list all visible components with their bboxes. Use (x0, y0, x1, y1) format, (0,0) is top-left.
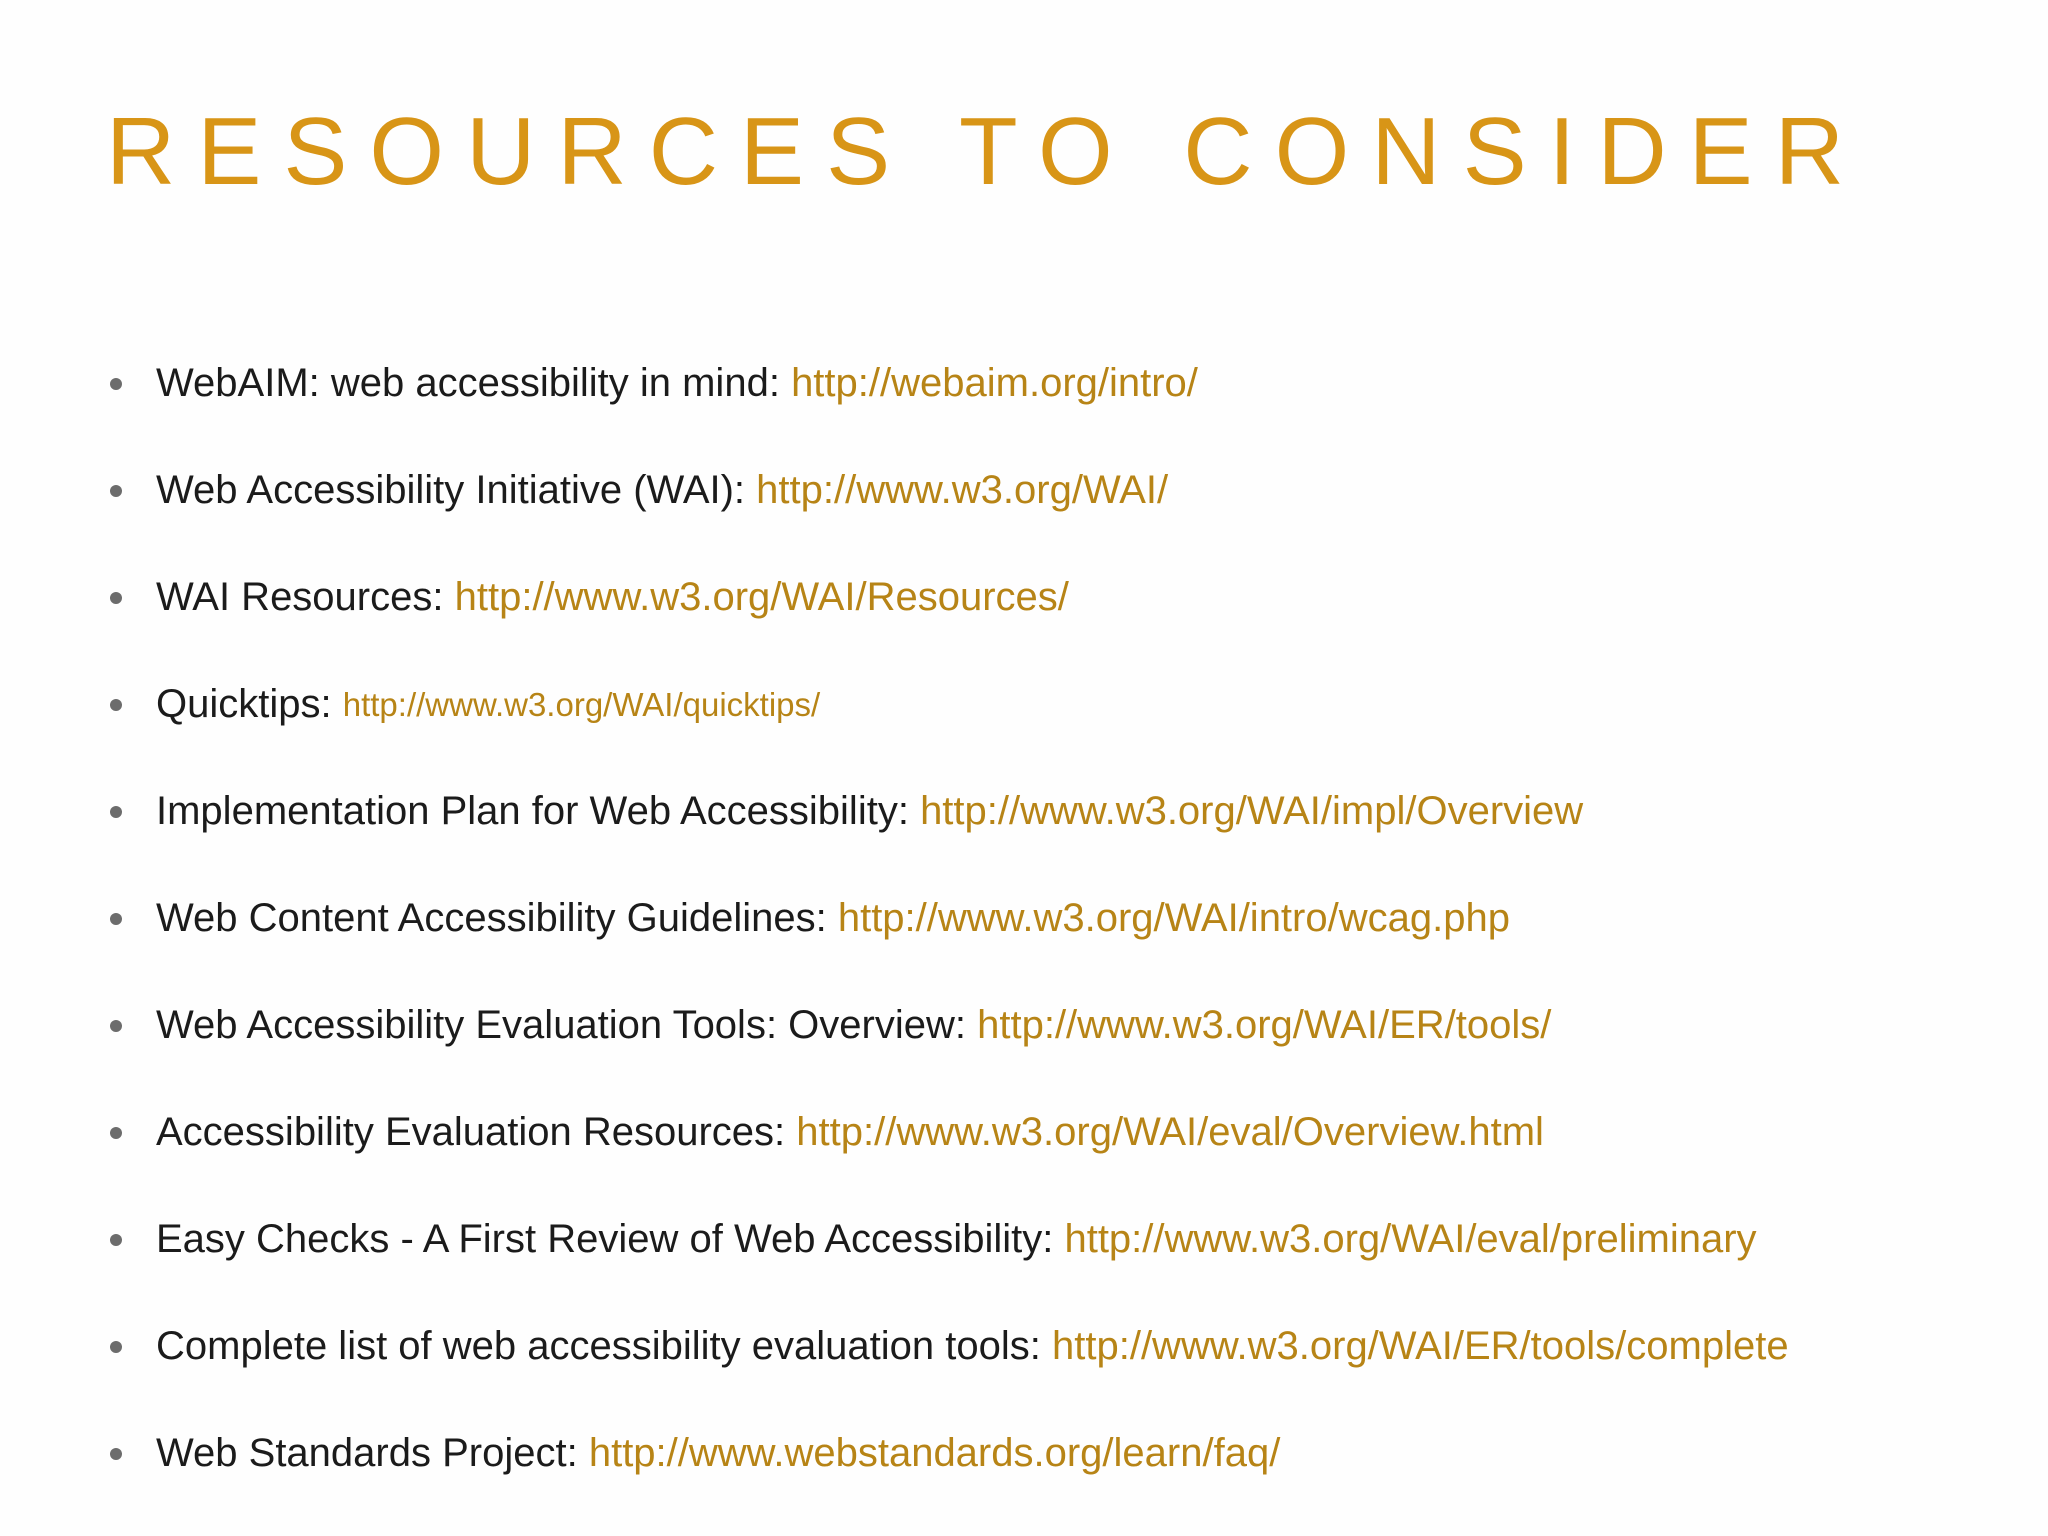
resource-link[interactable]: http://www.w3.org/WAI/impl/Overview (920, 789, 1584, 833)
list-item (106, 544, 1789, 651)
bullet-icon (110, 1234, 122, 1246)
resource-link[interactable]: http://www.w3.org/WAI/quicktips/ (342, 685, 821, 723)
bullet-icon (110, 806, 122, 818)
list-item (106, 1079, 1789, 1186)
list-item (106, 1293, 1789, 1400)
resource-label: WAI Resources: (156, 575, 444, 619)
resource-link[interactable]: http://www.w3.org/WAI/intro/wcag.php (837, 896, 1510, 940)
bullet-icon (110, 1448, 122, 1460)
resource-label: WebAIM: web accessibility in mind: (156, 361, 780, 405)
bullet-icon (110, 592, 122, 604)
resource-link[interactable]: http://webaim.org/intro/ (791, 361, 1198, 405)
resource-label: Implementation Plan for Web Accessibility: (156, 789, 909, 833)
resource-link[interactable]: http://www.w3.org/WAI/ER/tools/complete (1052, 1324, 1789, 1368)
bullet-icon (110, 485, 122, 497)
list-item (106, 1400, 1789, 1507)
list-item (106, 1186, 1789, 1293)
list-item (106, 437, 1789, 544)
bullet-icon (110, 699, 122, 711)
list-item (106, 651, 1789, 758)
resource-label: Web Accessibility Initiative (WAI): (156, 468, 746, 512)
list-item (106, 330, 1789, 437)
resource-link[interactable]: http://www.w3.org/WAI/ (756, 468, 1169, 512)
resource-label: Complete list of web accessibility evaluation tools: (156, 1324, 1041, 1368)
bullet-icon (110, 1127, 122, 1139)
resource-link[interactable]: http://www.w3.org/WAI/eval/preliminary (1064, 1217, 1757, 1261)
slide-title: RESOURCES TO CONSIDER (106, 98, 1867, 205)
list-item (106, 758, 1789, 865)
bullet-icon (110, 378, 122, 390)
bullet-icon (110, 913, 122, 925)
resource-label: Web Accessibility Evaluation Tools: Overview: (156, 1003, 966, 1047)
resource-link[interactable]: http://www.w3.org/WAI/eval/Overview.html (796, 1110, 1544, 1154)
bullet-icon (110, 1341, 122, 1353)
resource-link[interactable]: http://www.w3.org/WAI/ER/tools/ (977, 1003, 1552, 1047)
resource-label: Easy Checks - A First Review of Web Accessibility: (156, 1217, 1054, 1261)
resource-list (106, 330, 1789, 1507)
resource-label: Accessibility Evaluation Resources: (156, 1110, 786, 1154)
resource-label: Quicktips: (156, 682, 332, 726)
list-item (106, 865, 1789, 972)
resource-link[interactable]: http://www.w3.org/WAI/Resources/ (454, 575, 1069, 619)
list-item (106, 972, 1789, 1079)
bullet-icon (110, 1020, 122, 1032)
resource-label: Web Content Accessibility Guidelines: (156, 896, 827, 940)
resource-label: Web Standards Project: (156, 1431, 578, 1475)
resource-link[interactable]: http://www.webstandards.org/learn/faq/ (588, 1431, 1281, 1475)
